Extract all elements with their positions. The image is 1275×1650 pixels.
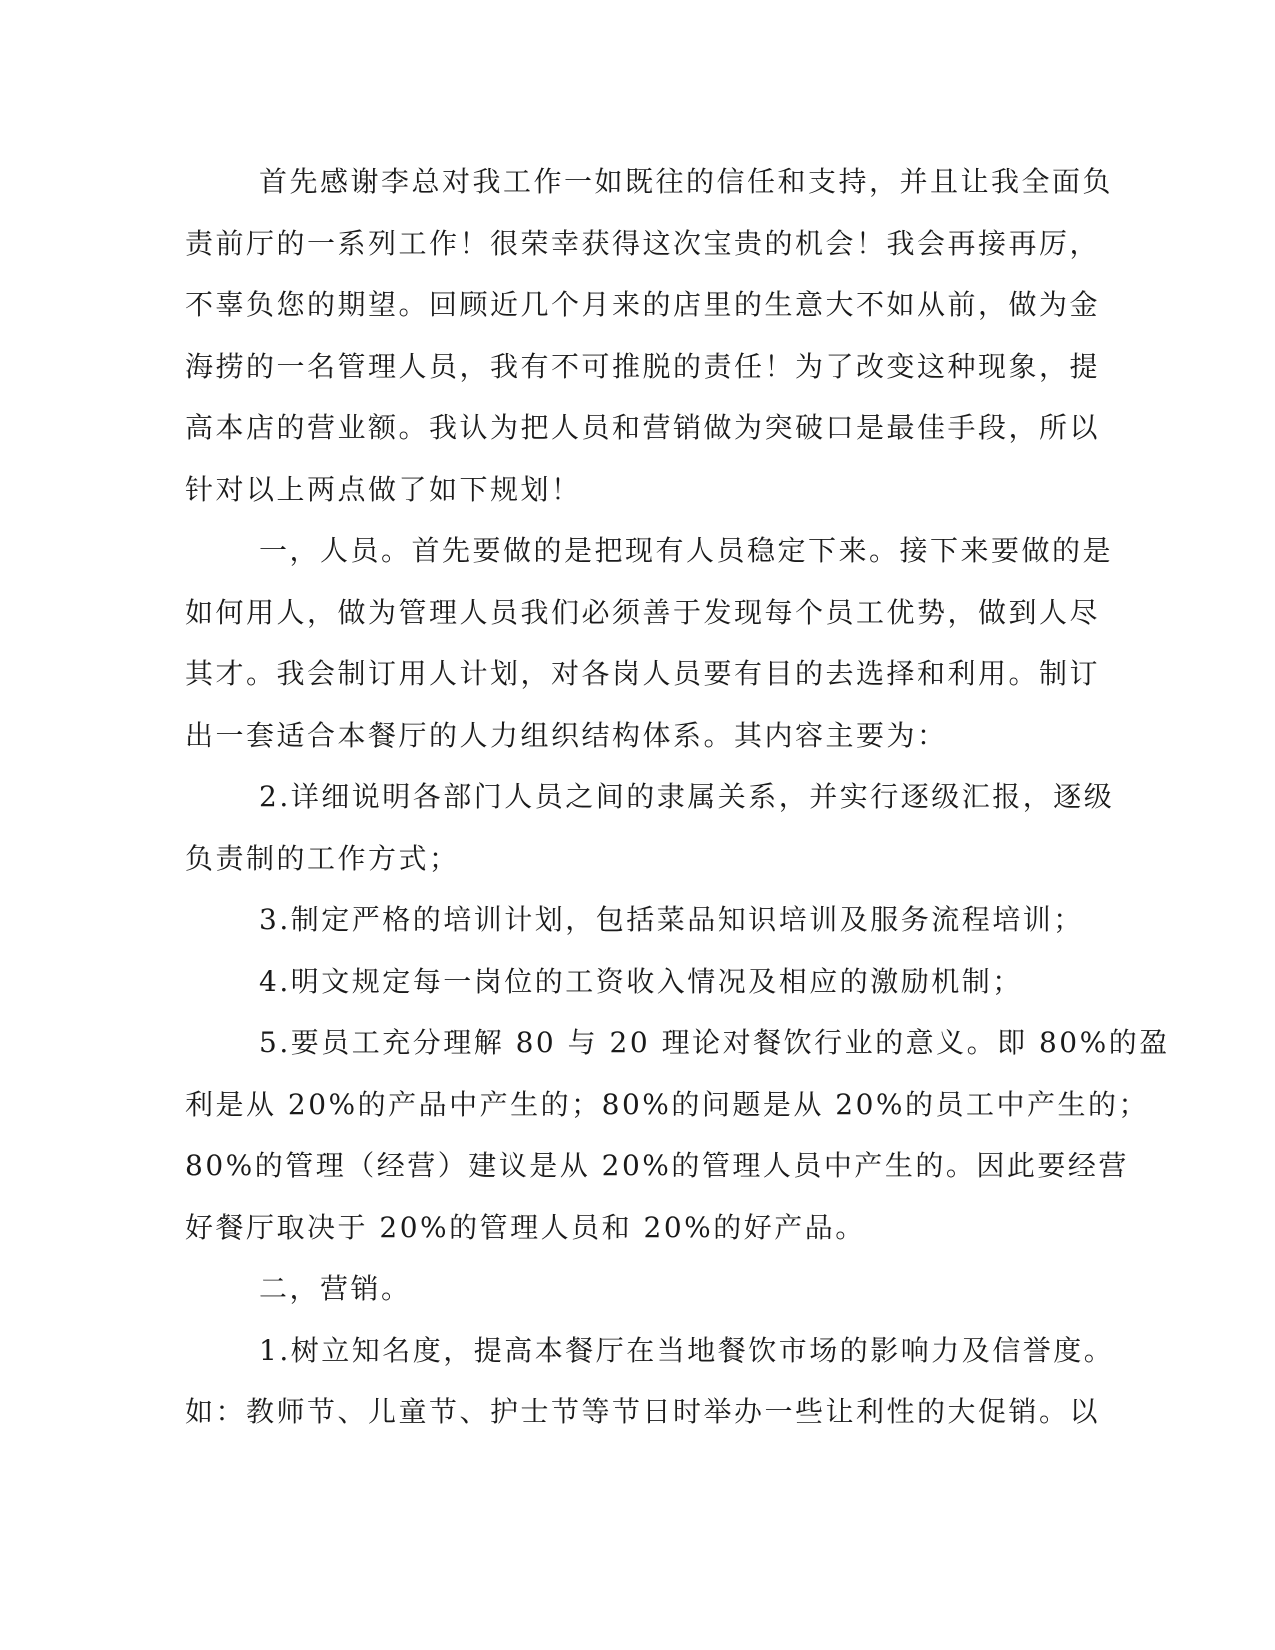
text-line-14: 4.明文规定每一岗位的工资收入情况及相应的激励机制；: [259, 964, 1023, 998]
text-line-15: 5.要员工充分理解 80 与 20 理论对餐饮行业的意义。即 80%的盈: [259, 1026, 1170, 1059]
text-line-6: 针对以上两点做了如下规划！: [185, 472, 582, 506]
text-line-2: 责前厅的一系列工作！很荣幸获得这次宝贵的机会！我会再接再厉，: [185, 226, 1101, 260]
text-line-11: 2.详细说明各部门人员之间的隶属关系，并实行逐级汇报，逐级: [259, 780, 1115, 813]
text-line-19: 二，营销。: [259, 1272, 412, 1305]
text-line-5: 高本店的营业额。我认为把人员和营销做为突破口是最佳手段，所以: [185, 411, 1101, 444]
text-line-7: 一，人员。首先要做的是把现有人员稳定下来。接下来要做的是: [259, 534, 1114, 567]
text-line-8: 如何用人，做为管理人员我们必须善于发现每个员工优势，做到人尽: [185, 595, 1101, 629]
text-line-18: 好餐厅取决于 20%的管理人员和 20%的好产品。: [185, 1210, 866, 1244]
text-line-10: 出一套适合本餐厅的人力组织结构体系。其内容主要为：: [185, 718, 948, 752]
text-line-13: 3.制定严格的培训计划，包括菜品知识培训及服务流程培训；: [259, 903, 1084, 936]
text-line-21: 如：教师节、儿童节、护士节等节日时举办一些让利性的大促销。以: [185, 1395, 1101, 1428]
text-line-17: 80%的管理（经营）建议是从 20%的管理人员中产生的。因此要经营: [185, 1149, 1129, 1182]
text-line-9: 其才。我会制订用人计划，对各岗人员要有目的去选择和利用。制订: [185, 657, 1101, 690]
text-line-12: 负责制的工作方式；: [185, 841, 460, 875]
document-body: [185, 162, 1170, 1454]
text-line-4: 海捞的一名管理人员，我有不可推脱的责任！为了改变这种现象，提: [185, 349, 1101, 383]
text-line-3: 不辜负您的期望。回顾近几个月来的店里的生意大不如从前，做为金: [185, 288, 1101, 321]
text-line-1: 首先感谢李总对我工作一如既往的信任和支持，并且让我全面负: [259, 165, 1114, 198]
text-line-20: 1.树立知名度，提高本餐厅在当地餐饮市场的影响力及信誉度。: [259, 1333, 1115, 1367]
text-line-16: 利是从 20%的产品中产生的；80%的问题是从 20%的员工中产生的；: [185, 1087, 1150, 1121]
